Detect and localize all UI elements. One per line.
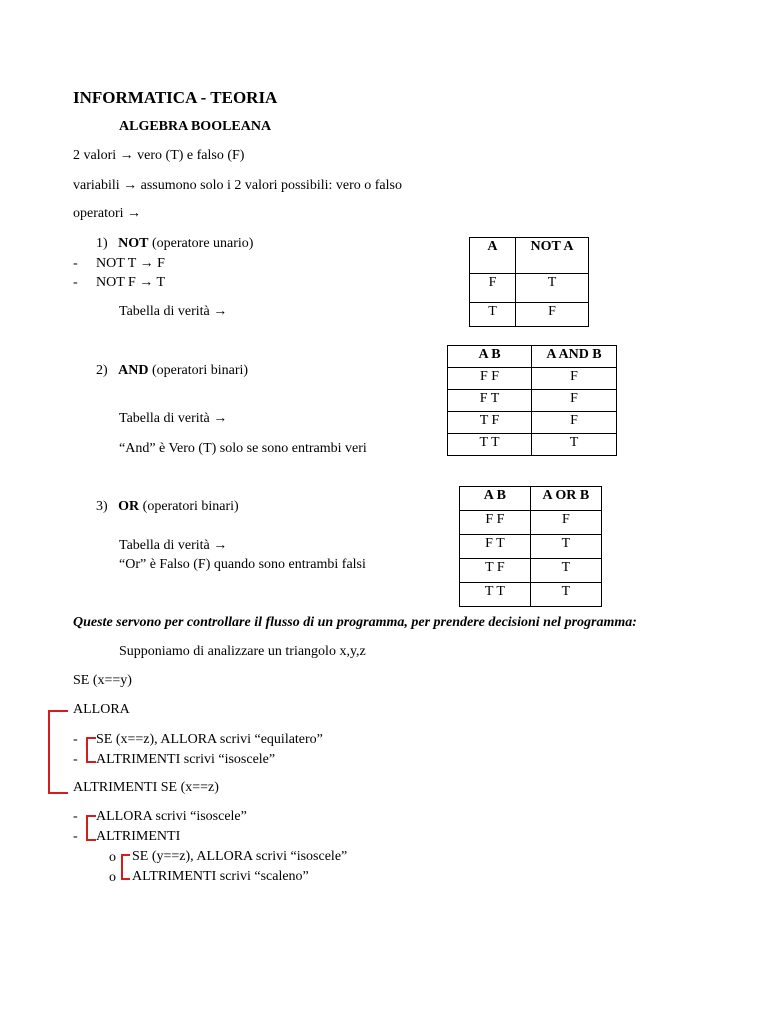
not-name: NOT xyxy=(118,236,149,251)
page-title: INFORMATICA - TEORIA xyxy=(73,88,278,107)
table-cell: T T xyxy=(448,434,532,456)
and-heading xyxy=(96,363,248,379)
not-tabella-label: Tabella di verità → xyxy=(119,304,228,319)
table-header: A B xyxy=(460,487,531,511)
table-cell: T xyxy=(515,274,588,303)
table-cell: T T xyxy=(460,583,531,607)
table-cell: T F xyxy=(448,412,532,434)
table-cell: F xyxy=(532,368,617,390)
table-header: A xyxy=(470,238,516,274)
bullet-dash: - xyxy=(73,752,78,767)
table-header: A OR B xyxy=(530,487,601,511)
and-truth-table xyxy=(447,345,617,456)
table-cell: F xyxy=(530,511,601,535)
table-cell: T F xyxy=(460,559,531,583)
and-desc: (operatori binari) xyxy=(152,363,249,378)
table-cell: F T xyxy=(448,390,532,412)
table-cell: F xyxy=(470,274,516,303)
not-bullet-2: NOT F → T xyxy=(96,275,166,290)
example-intro: Supponiamo di analizzare un triangolo x,y,z xyxy=(119,644,366,659)
table-cell: F xyxy=(532,412,617,434)
bracket-inner-3 xyxy=(121,854,130,880)
example-altrimenti-isoscele: ALTRIMENTI scrivi “isoscele” xyxy=(96,752,276,767)
flow-note: Queste servono per controllare il flusso di un programma, per prendere decisioni nel programma: xyxy=(73,615,637,630)
bracket-outer-1 xyxy=(48,710,68,794)
example-allora: ALLORA xyxy=(73,702,130,717)
and-tabella-label: Tabella di verità → xyxy=(119,411,228,426)
bullet-circle: o xyxy=(109,870,116,885)
or-tabella-label: Tabella di verità → xyxy=(119,538,228,553)
bullet-dash: - xyxy=(73,809,78,824)
bracket-inner-1 xyxy=(86,737,96,763)
table-header: A B xyxy=(448,346,532,368)
bullet-circle: o xyxy=(109,850,116,865)
table-cell: F F xyxy=(448,368,532,390)
section-subtitle: ALGEBRA BOOLEANA xyxy=(119,119,272,134)
bullet-dash: - xyxy=(73,732,78,747)
table-cell: T xyxy=(530,559,601,583)
table-header: A AND B xyxy=(532,346,617,368)
bullet-dash: - xyxy=(73,829,78,844)
example-altrimenti-scaleno: ALTRIMENTI scrivi “scaleno” xyxy=(132,869,309,884)
table-cell: T xyxy=(532,434,617,456)
table-cell: F T xyxy=(460,535,531,559)
table-cell: T xyxy=(470,303,516,327)
table-cell: F xyxy=(515,303,588,327)
example-altrimenti-se: ALTRIMENTI SE (x==z) xyxy=(73,780,219,795)
table-cell: F xyxy=(532,390,617,412)
and-note: “And” è Vero (T) solo se sono entrambi veri xyxy=(119,441,367,456)
bullet-dash: - xyxy=(73,256,78,271)
or-number: 3) xyxy=(96,499,108,514)
example-altrimenti: ALTRIMENTI xyxy=(96,829,181,844)
table-cell: F F xyxy=(460,511,531,535)
or-name: OR xyxy=(118,499,140,514)
intro-valori: 2 valori → vero (T) e falso (F) xyxy=(73,148,245,163)
or-desc: (operatori binari) xyxy=(142,499,239,514)
and-number: 2) xyxy=(96,363,108,378)
or-heading xyxy=(96,499,239,515)
table-header: NOT A xyxy=(515,238,588,274)
not-bullet-1: NOT T → F xyxy=(96,256,165,271)
not-truth-table xyxy=(469,237,589,327)
or-truth-table xyxy=(459,486,602,607)
example-se-equilatero: SE (x==z), ALLORA scrivi “equilatero” xyxy=(96,732,323,747)
example-se: SE (x==y) xyxy=(73,673,132,688)
and-name: AND xyxy=(118,363,149,378)
table-cell: T xyxy=(530,583,601,607)
bracket-inner-2 xyxy=(86,815,96,841)
or-note: “Or” è Falso (F) quando sono entrambi falsi xyxy=(119,557,366,572)
example-allora-isoscele: ALLORA scrivi “isoscele” xyxy=(96,809,247,824)
bullet-dash: - xyxy=(73,275,78,290)
example-se-yz: SE (y==z), ALLORA scrivi “isoscele” xyxy=(132,849,348,864)
table-cell: T xyxy=(530,535,601,559)
not-desc: (operatore unario) xyxy=(152,236,254,251)
intro-variabili: variabili → assumono solo i 2 valori possibili: vero o falso xyxy=(73,178,402,193)
not-heading xyxy=(96,236,253,252)
intro-operatori: operatori → xyxy=(73,206,142,221)
not-number: 1) xyxy=(96,236,108,251)
